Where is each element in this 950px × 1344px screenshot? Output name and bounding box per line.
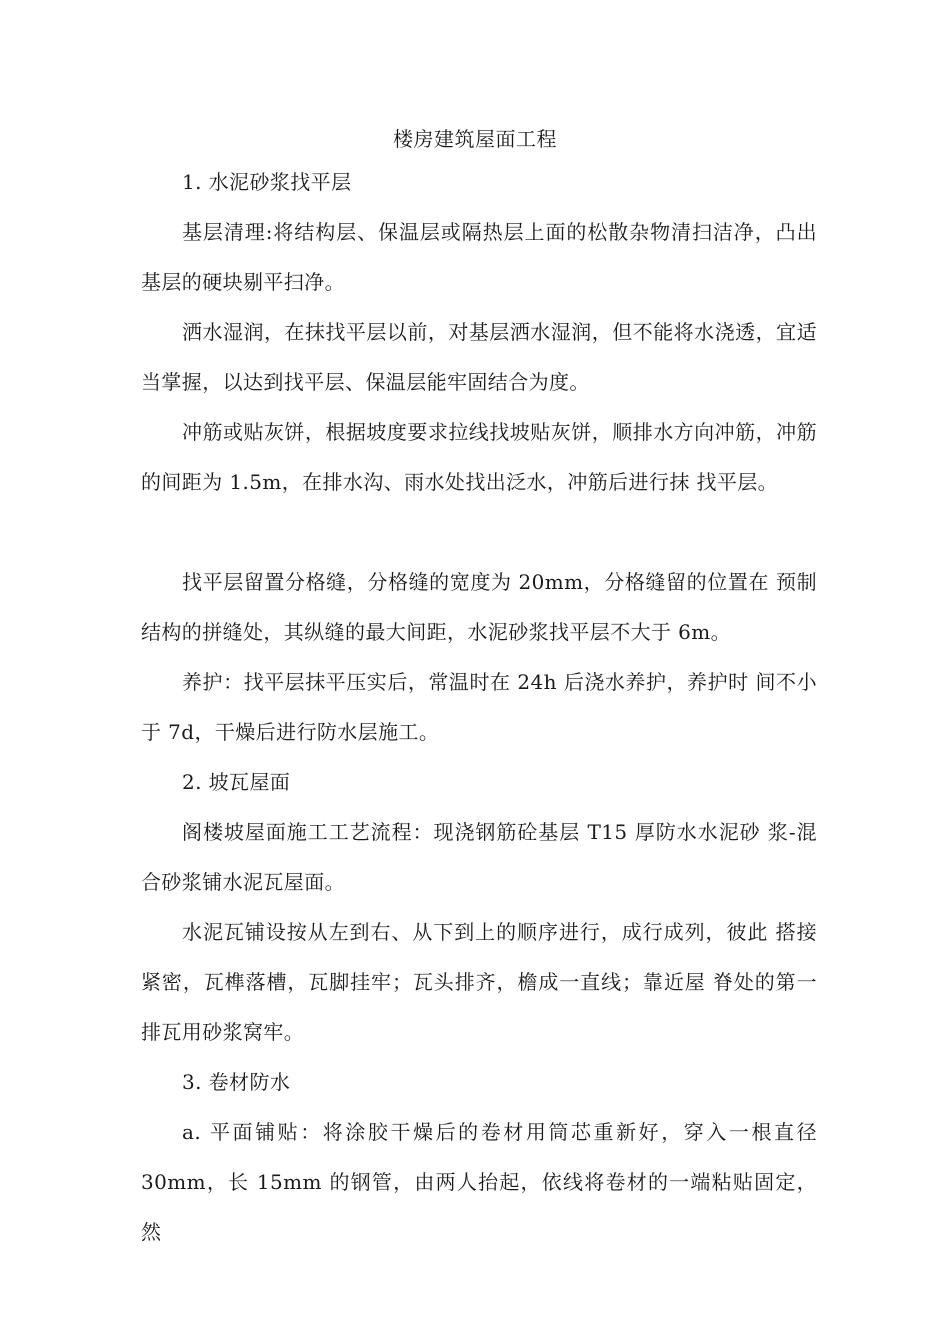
section-heading-3: 3. 卷材防水 bbox=[182, 1070, 291, 1094]
paragraph-screeding: 冲筋或贴灰饼，根据坡度要求拉线找坡贴灰饼，顺排水方向冲筋，冲筋的间距为 1.5m，在排水沟、雨水处找出泛水，冲筋后进行抹 找平层。 bbox=[141, 420, 817, 494]
section-heading-2: 2. 坡瓦屋面 bbox=[182, 770, 291, 794]
section-heading-1: 1. 水泥砂浆找平层 bbox=[182, 170, 352, 194]
document-title: 楼房建筑屋面工程 bbox=[393, 127, 557, 151]
paragraph-sprinkle-water: 洒水湿润，在抹找平层以前，对基层洒水湿润，但不能将水浇透，宜适当掌握，以达到找平层、保温层能牢固结合为度。 bbox=[141, 320, 817, 394]
paragraph-base-cleaning: 基层清理:将结构层、保温层或隔热层上面的松散杂物清扫洁净，凸出基层的硬块剔平扫净。 bbox=[141, 220, 817, 294]
paragraph-tile-laying: 水泥瓦铺设按从左到右、从下到上的顺序进行，成行成列，彼此 搭接紧密，瓦榫落槽，瓦脚挂牢；瓦头排齐，檐成一直线；靠近屋 脊处的第一排瓦用砂浆窝牢。 bbox=[141, 920, 817, 1044]
paragraph-flat-laying: a. 平面铺贴：将涂胶干燥后的卷材用筒芯重新好，穿入一根直径 30mm，长 15mm 的钢管，由两人抬起，依线将卷材的一端粘贴固定， 然 bbox=[141, 1120, 817, 1244]
paragraph-curing: 养护：找平层抹平压实后，常温时在 24h 后浇水养护，养护时 间不小于 7d，干燥后进行防水层施工。 bbox=[141, 670, 817, 744]
paragraph-process-flow: 阁楼坡屋面施工工艺流程：现浇钢筋砼基层 T15 厚防水水泥砂 浆-混合砂浆铺水泥瓦屋面。 bbox=[141, 820, 817, 894]
paragraph-joints: 找平层留置分格缝，分格缝的宽度为 20mm，分格缝留的位置在 预制结构的拼缝处，其纵缝的最大间距，水泥砂浆找平层不大于 6m。 bbox=[141, 570, 817, 644]
